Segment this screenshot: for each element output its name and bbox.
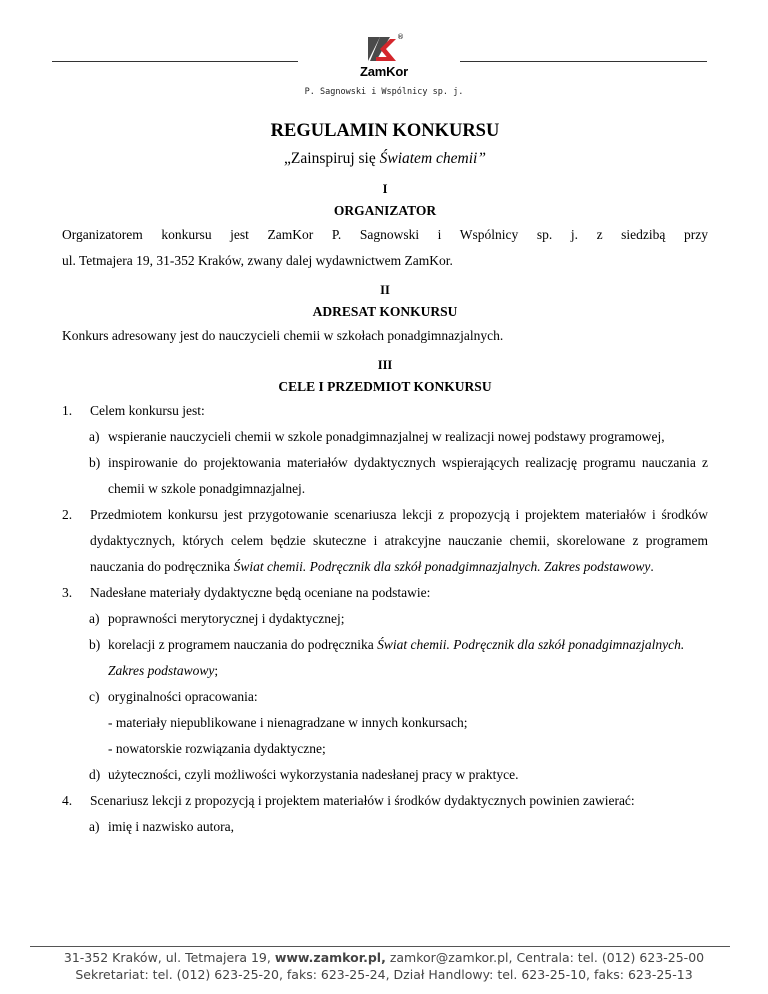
header-rule-left [52, 61, 298, 62]
document-subtitle: „Zainspiruj się Światem chemii” [284, 150, 486, 167]
point-1b: b) inspirowanie do projektowania materiałów dydaktycznych wspierających realizację programu nauczania z chemii w szkole ponadgimnazjalnej. [89, 455, 708, 496]
point-3c: c) oryginalności opracowania: [89, 689, 258, 704]
website-link[interactable]: www.zamkor.pl, [274, 950, 386, 965]
brand-name: ZamKor [360, 64, 408, 79]
document-title: REGULAMIN KONKURSU [270, 121, 500, 141]
point-3: 3. Nadesłane materiały dydaktyczne będą oceniane na podstawie: [62, 585, 431, 600]
section-number-1: I [382, 182, 388, 196]
addressee-text: Konkurs adresowany jest do nauczycieli chemii w szkołach ponadgimnazjalnych. [62, 328, 504, 343]
point-3c-dash-2: - nowatorskie rozwiązania dydaktyczne; [108, 741, 326, 756]
header-rule-right [460, 61, 707, 62]
zamkor-logo-icon [366, 35, 398, 63]
registered-mark: ® [397, 33, 404, 41]
section-title-organizer: ORGANIZATOR [333, 203, 437, 218]
footer-line-2: Sekretariat: tel. (012) 623-25-20, faks: 623-25-24, Dział Handlowy: tel. 623-25-10, faks: 623-25-13 [75, 967, 693, 982]
point-1: 1. Celem konkursu jest: [62, 403, 205, 418]
footer-contact [0, 949, 768, 983]
point-1a: a) wspieranie nauczycieli chemii w szkole ponadgimnazjalnej w realizacji nowej podstawy programowej, [89, 429, 665, 444]
document-body [62, 118, 708, 840]
section-title-goals: CELE I PRZEDMIOT KONKURSU [278, 379, 492, 394]
point-3c-dash-1: - materiały niepublikowane i nienagradzane w innych konkursach; [108, 715, 468, 730]
section-title-addressee: ADRESAT KONKURSU [312, 304, 458, 319]
point-3d: d) użyteczności, czyli możliwości wykorzystania nadesłanej pracy w praktyce. [89, 767, 519, 782]
point-3a: a) poprawności merytorycznej i dydaktycznej; [89, 611, 345, 626]
logo-red-base [376, 57, 390, 61]
organizer-line-2: ul. Tetmajera 19, 31-352 Kraków, zwany dalej wydawnictwem ZamKor. [62, 253, 453, 268]
point-4: 4. Scenariusz lekcji z propozycją i projektem materiałów i środków dydaktycznych powinien zawierać: [62, 793, 635, 808]
company-name: P. Sagnowski i Wspólnicy sp. j. [304, 87, 464, 97]
section-number-2: II [380, 283, 390, 297]
section-number-3: III [377, 358, 393, 372]
point-3b: b) korelacji z programem nauczania do podręcznika Świat chemii. Podręcznik dla szkół ponadgimnazjalnych. Zakres podstawowy; [89, 637, 685, 678]
footer-rule [30, 946, 730, 947]
point-4a: a) imię i nazwisko autora, [89, 819, 234, 834]
point-2: 2. Przedmiotem konkursu jest przygotowanie scenariusza lekcji z propozycją i projektem materiałów i środków dydaktycznych, których celem będzie skuteczne i atrakcyjne nauczanie chemii, skorelowane z programem nauczania do podręcznika Świat chemii. Podręcznik dla szkół ponadgimnazjalnych. Zakres podstawowy. [62, 507, 708, 574]
footer-line-1: 31-352 Kraków, ul. Tetmajera 19, www.zamkor.pl, zamkor@zamkor.pl, Centrala: tel. (012) 623-25-00 [63, 950, 705, 965]
organizer-line-1: Organizatorem konkursu jest ZamKor P. Sagnowski i Wspólnicy sp. j. z siedzibą przy [62, 227, 708, 242]
